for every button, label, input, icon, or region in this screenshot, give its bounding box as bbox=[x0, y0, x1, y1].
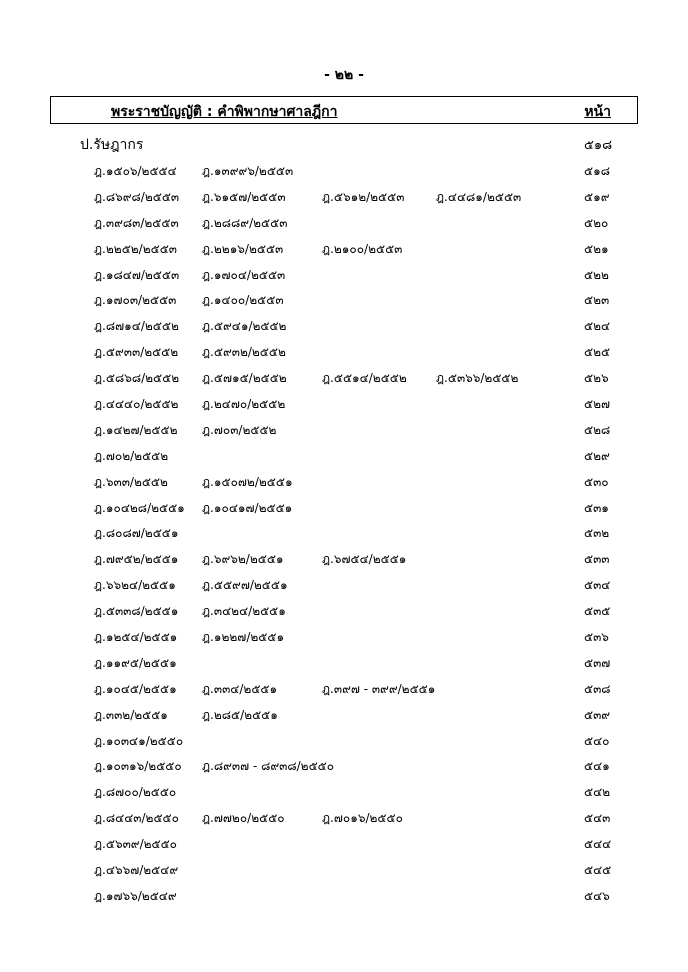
list-item bbox=[0, 706, 688, 732]
case-reference: ฎ.๑๐๔๒๘/๒๕๕๑ bbox=[94, 500, 185, 515]
list-item bbox=[0, 343, 688, 369]
case-list bbox=[0, 162, 688, 913]
case-reference: ฎ.๕๖๑๒/๒๕๕๓ bbox=[322, 189, 405, 204]
page-ref: ๕๓๔ bbox=[584, 578, 611, 593]
case-reference: ฎ.๗๐๒/๒๕๕๒ bbox=[94, 448, 169, 463]
case-reference: ฎ.๕๙๓๓/๒๕๕๒ bbox=[94, 345, 179, 360]
case-reference: ฎ.๑๗๐๔/๒๕๕๓ bbox=[202, 267, 286, 282]
page-ref: ๕๔๕ bbox=[584, 863, 612, 878]
case-reference: ฎ.๓๙๘๓/๒๕๕๓ bbox=[94, 215, 179, 230]
list-item bbox=[0, 576, 688, 602]
header-title: พระราชบัญญัติ : คำพิพากษาศาลฎีกา bbox=[111, 104, 338, 120]
case-reference: ฎ.๘๙๓๗ - ๘๙๓๘/๒๕๕๐ bbox=[202, 759, 335, 774]
page-ref: ๕๓๖ bbox=[584, 630, 609, 645]
list-item bbox=[0, 369, 688, 395]
case-reference: ฎ.๗๙๕๒/๒๕๕๑ bbox=[94, 552, 179, 567]
list-item bbox=[0, 162, 688, 188]
case-reference: ฎ.๔๔๘๑/๒๕๕๓ bbox=[436, 189, 522, 204]
case-reference: ฎ.๒๘๘๙/๒๕๕๓ bbox=[202, 215, 288, 230]
case-reference: ฎ.๕๙๔๑/๒๕๕๒ bbox=[202, 319, 287, 334]
case-reference: ฎ.๑๐๓๔๑/๒๕๕๐ bbox=[94, 733, 184, 748]
page-ref: ๕๔๒ bbox=[584, 785, 611, 800]
case-reference: ฎ.๗๗๒๐/๒๕๕๐ bbox=[202, 811, 285, 826]
list-item bbox=[0, 680, 688, 706]
list-item bbox=[0, 550, 688, 576]
table-header bbox=[50, 96, 638, 124]
case-reference: ฎ.๒๑๐๐/๒๕๕๓ bbox=[322, 241, 403, 256]
case-reference: ฎ.๑๒๕๔/๒๕๕๑ bbox=[94, 630, 178, 645]
case-reference: ฎ.๓๓๔/๒๕๕๑ bbox=[202, 681, 278, 696]
case-reference: ฎ.๖๗๕๔/๒๕๕๑ bbox=[322, 552, 407, 567]
page-ref: ๕๑๙ bbox=[584, 189, 610, 204]
case-reference: ฎ.๔๖๖๗/๒๕๔๙ bbox=[94, 863, 179, 878]
case-reference: ฎ.๖๖๒๔/๒๕๕๑ bbox=[94, 578, 176, 593]
case-reference: ฎ.๑๘๔๗/๒๕๕๓ bbox=[94, 267, 180, 282]
page-ref: ๕๓๘ bbox=[584, 681, 611, 696]
list-item bbox=[0, 317, 688, 343]
list-item bbox=[0, 602, 688, 628]
case-reference: ฎ.๑๐๓๑๖/๒๕๕๐ bbox=[94, 759, 182, 774]
case-reference: ฎ.๑๒๒๗/๒๕๕๑ bbox=[202, 630, 285, 645]
list-item bbox=[0, 732, 688, 758]
list-item bbox=[0, 887, 688, 913]
page-ref: ๕๓๒ bbox=[584, 526, 610, 541]
list-item bbox=[0, 499, 688, 525]
list-item bbox=[0, 188, 688, 214]
list-item bbox=[0, 628, 688, 654]
page-ref: ๕๒๓ bbox=[584, 293, 610, 308]
page-ref: ๕๓๑ bbox=[584, 500, 609, 515]
page-ref: ๕๓๕ bbox=[584, 604, 611, 619]
page-ref: ๕๔๓ bbox=[584, 811, 611, 826]
case-reference: ฎ.๕๘๖๘/๒๕๕๒ bbox=[94, 371, 180, 386]
list-item bbox=[0, 240, 688, 266]
case-reference: ฎ.๘๐๘๗/๒๕๕๑ bbox=[94, 526, 179, 541]
page-ref: ๕๔๖ bbox=[584, 888, 610, 903]
section-title: ป.รัษฎากร bbox=[80, 137, 144, 153]
page-ref: ๕๓๗ bbox=[584, 655, 611, 670]
case-reference: ฎ.๕๓๓๘/๒๕๕๑ bbox=[94, 604, 179, 619]
case-reference: ฎ.๖๙๖๒/๒๕๕๑ bbox=[202, 552, 284, 567]
case-reference: ฎ.๘๗๐๐/๒๕๕๐ bbox=[94, 785, 177, 800]
case-reference: ฎ.๒๘๕/๒๕๕๑ bbox=[202, 707, 278, 722]
case-reference: ฎ.๑๑๙๕/๒๕๕๑ bbox=[94, 655, 177, 670]
case-reference: ฎ.๑๕๐๖/๒๕๕๔ bbox=[94, 164, 177, 178]
case-reference: ฎ.๕๓๖๖/๒๕๕๒ bbox=[436, 371, 519, 386]
case-reference: ฎ.๑๗๖๖/๒๕๔๙ bbox=[94, 888, 177, 903]
list-item bbox=[0, 395, 688, 421]
case-reference: ฎ.๑๔๐๐/๒๕๕๓ bbox=[202, 293, 284, 308]
page-ref: ๕๒๒ bbox=[584, 267, 609, 282]
case-reference: ฎ.๑๐๔๕/๒๕๕๑ bbox=[94, 681, 177, 696]
page-number: - ๒๒ - bbox=[324, 67, 364, 83]
list-item bbox=[0, 524, 688, 550]
page-ref: ๕๒๙ bbox=[584, 448, 610, 463]
page-ref: ๕๓๓ bbox=[584, 552, 610, 567]
list-item bbox=[0, 861, 688, 887]
list-item bbox=[0, 266, 688, 292]
section-page: ๕๑๘ bbox=[584, 138, 613, 153]
page-ref: ๕๒๔ bbox=[584, 319, 611, 334]
case-reference: ฎ.๕๕๙๗/๒๕๕๑ bbox=[202, 578, 288, 593]
case-reference: ฎ.๖๓๓/๒๕๕๒ bbox=[94, 474, 168, 489]
list-item bbox=[0, 783, 688, 809]
case-reference: ฎ.๗๐๑๖/๒๕๕๐ bbox=[322, 811, 403, 826]
list-item bbox=[0, 421, 688, 447]
list-item bbox=[0, 809, 688, 835]
page-ref: ๕๒๖ bbox=[584, 371, 609, 386]
list-item bbox=[0, 291, 688, 317]
case-reference: ฎ.๖๑๕๗/๒๕๕๓ bbox=[202, 189, 286, 204]
page-ref: ๕๒๕ bbox=[584, 345, 611, 360]
case-reference: ฎ.๒๒๑๖/๒๕๕๓ bbox=[202, 241, 284, 256]
case-reference: ฎ.๕๕๑๔/๒๕๕๒ bbox=[322, 371, 407, 386]
case-reference: ฎ.๕๙๓๒/๒๕๕๒ bbox=[202, 345, 286, 360]
page-ref: ๕๔๐ bbox=[584, 733, 610, 748]
page-ref: ๕๑๘ bbox=[584, 164, 610, 178]
case-reference: ฎ.๑๔๒๗/๒๕๕๒ bbox=[94, 422, 178, 437]
case-reference: ฎ.๘๔๔๓/๒๕๕๐ bbox=[94, 811, 179, 826]
page-ref: ๕๓๐ bbox=[584, 474, 609, 489]
case-reference: ฎ.๘๗๑๔/๒๕๕๒ bbox=[94, 319, 179, 334]
case-reference: ฎ.๑๐๔๑๗/๒๕๕๑ bbox=[202, 500, 293, 515]
list-item bbox=[0, 835, 688, 861]
case-reference: ฎ.๓๙๗ - ๓๙๙/๒๕๕๑ bbox=[322, 681, 436, 696]
case-reference: ฎ.๓๓๒/๒๕๕๑ bbox=[94, 707, 168, 722]
page-ref: ๕๒๐ bbox=[584, 215, 609, 230]
header-page-label: หน้า bbox=[584, 104, 611, 120]
case-reference: ฎ.๑๓๙๙๖/๒๕๕๓ bbox=[202, 164, 294, 178]
page-ref: ๕๒๗ bbox=[584, 397, 611, 412]
case-reference: ฎ.๕๖๓๙/๒๕๕๐ bbox=[94, 837, 178, 852]
case-reference: ฎ.๒๒๕๒/๒๕๕๓ bbox=[94, 241, 178, 256]
list-item bbox=[0, 654, 688, 680]
page-ref: ๕๓๙ bbox=[584, 707, 611, 722]
case-reference: ฎ.๒๔๗๐/๒๕๕๒ bbox=[202, 397, 286, 412]
case-reference: ฎ.๔๔๔๐/๒๕๕๒ bbox=[94, 397, 179, 412]
page-ref: ๕๒๘ bbox=[584, 422, 611, 437]
page-ref: ๕๔๑ bbox=[584, 759, 610, 774]
list-item bbox=[0, 757, 688, 783]
case-reference: ฎ.๑๗๐๓/๒๕๕๓ bbox=[94, 293, 177, 308]
case-reference: ฎ.๓๔๒๔/๒๕๕๑ bbox=[202, 604, 286, 619]
page-ref: ๕๔๔ bbox=[584, 837, 612, 852]
case-reference: ฎ.๗๐๓/๒๕๕๒ bbox=[202, 422, 277, 437]
case-reference: ฎ.๕๗๑๕/๒๕๕๒ bbox=[202, 371, 287, 386]
list-item bbox=[0, 447, 688, 473]
case-reference: ฎ.๘๖๙๘/๒๕๕๓ bbox=[94, 189, 180, 204]
list-item bbox=[0, 214, 688, 240]
list-item bbox=[0, 473, 688, 499]
case-reference: ฎ.๑๕๐๗๒/๒๕๕๑ bbox=[202, 474, 293, 489]
page-ref: ๕๒๑ bbox=[584, 241, 609, 256]
